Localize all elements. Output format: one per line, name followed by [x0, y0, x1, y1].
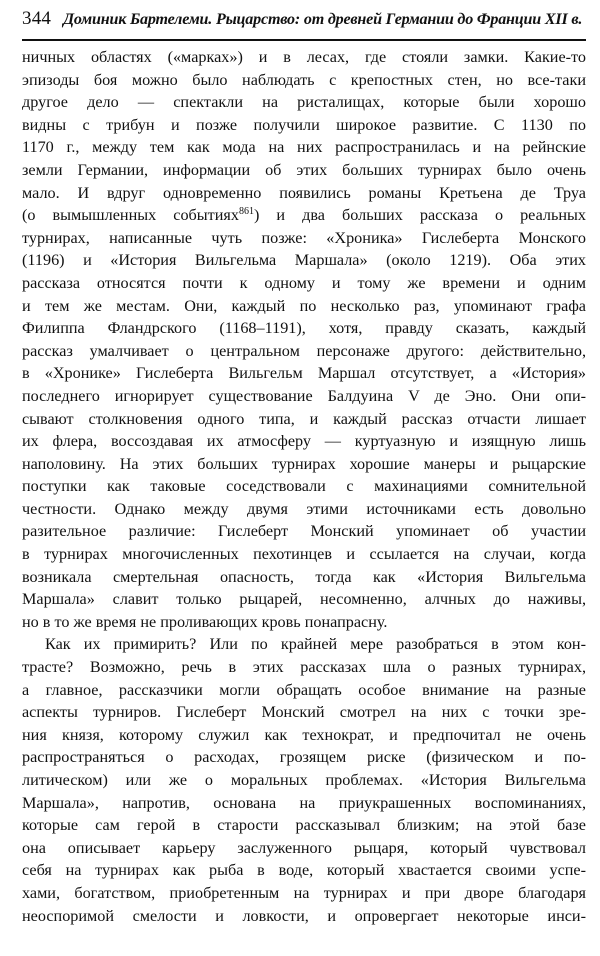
- text-line: рассказа относятся почти к одному и тому же времени и одним: [22, 273, 586, 292]
- paragraph-1: [22, 46, 586, 633]
- text-line: литическом) или же о моральных проблемах. «История Вильгельма: [22, 771, 586, 789]
- text-line: Как их примирить? Или по крайней мере разобраться в этом кон-: [45, 635, 586, 654]
- text-line: и тем же местам. Они, каждый по несколько раз, упоминают графа: [22, 296, 586, 315]
- paragraph-2: [22, 633, 586, 927]
- text-line: распространяться о расходах, грозящем риске (физическом и по-: [22, 748, 586, 767]
- text-segment: (о вымышленных событиях: [22, 206, 239, 225]
- text-line: их флера, воссоздавая их атмосферу — куртуазную и изящную лишь: [22, 432, 586, 451]
- text-line: но в то же время не проливающих кровь понапрасну.: [22, 612, 388, 631]
- text-line: в «Хронике» Гислеберта Вильгельм Маршал отсутствует, а «История»: [22, 364, 586, 383]
- header-rule: [22, 39, 586, 41]
- text-line: Маршала», напротив, основана на приукрашенных воспоминаниях,: [22, 793, 586, 812]
- text-line: в турнирах многочисленных пехотинцев и ссылается на случаи, когда: [22, 545, 586, 564]
- text-line: (1196) и «История Вильгельма Маршала» (около 1219). Оба этих: [22, 251, 586, 270]
- text-line-with-footnote: [22, 204, 586, 227]
- text-line: разительное различие: Гислеберт Монский упоминает об участии: [22, 522, 586, 541]
- text-line: сывают столкновения одного типа, и каждый рассказ отчасти лишает: [22, 409, 586, 428]
- text-line: 1170 г., между тем как мода на них распространилась и на рейнские: [22, 138, 586, 157]
- running-title: Доминик Бартелеми. Рыцарство: от древней Германии до Франции XII в.: [63, 11, 583, 28]
- text-segment: ) и два больших рассказа о реальных: [253, 206, 586, 225]
- text-line: эпизоды боя можно было наблюдать с крепостных стен, но все-таки: [22, 70, 586, 89]
- text-line: ничных областях («марках») и в лесах, где стояли замки. Какие-то: [22, 48, 586, 66]
- text-line: видны с трибун и позже получили широкое развитие. С 1130 по: [22, 115, 586, 134]
- footnote-reference[interactable]: 861: [238, 206, 254, 218]
- text-line: Филиппа Фландрского (1168–1191), хотя, правду сказать, каждый: [22, 319, 586, 338]
- text-line: хами, богатством, приобретенным на турнирах и при дворе благодаря: [22, 883, 586, 902]
- text-line: мало. И вдруг одновременно появились романы Кретьена де Труа: [22, 183, 586, 202]
- text-line: ния князя, которому служил как технократ, и предпочитал не очень: [22, 725, 586, 744]
- text-line: она описывает карьеру заслуженного рыцаря, который чувствовал: [22, 838, 586, 857]
- text-line: себя на турнирах как рыба в воде, который хвастается своими успе-: [22, 861, 586, 880]
- text-line: наполовину. На этих больших турнирах хорошие манеры и рыцарские: [22, 454, 586, 473]
- text-line: земли Германии, информации об этих больших турнирах было очень: [22, 160, 586, 179]
- body-text: [22, 46, 586, 927]
- text-line: которые сам герой в старости рассказывал близким; на этой базе: [22, 816, 586, 835]
- text-line: Маршала» славит только рыцарей, несомненно, алчных до наживы,: [22, 590, 586, 609]
- running-header: [22, 8, 586, 36]
- text-line: последнего игнорирует существование Балдуина V де Эно. Они опи-: [22, 386, 586, 405]
- text-line: возникала смертельная опасность, тогда как «История Вильгельма: [22, 567, 586, 586]
- text-line: неоспоримой смелости и ловкости, и опровергает некоторые инси-: [22, 906, 586, 925]
- text-line: честности. Однако между двумя этими источниками есть довольно: [22, 499, 586, 518]
- text-line: аспекты турниров. Гислеберт Монский смотрел на них с точки зре-: [22, 703, 586, 722]
- page-number: 344: [22, 8, 52, 29]
- text-line: поступки как таковые соседствовали с махинациями сомнительной: [22, 477, 586, 496]
- text-line: рассказ умалчивает о центральном персонаже другого: действительно,: [22, 341, 586, 360]
- text-line: другое дело — спектакли на ристалищах, которые были хорошо: [22, 93, 586, 112]
- text-line: турнирах, написанные чуть позже: «Хроника» Гислеберта Монского: [22, 228, 586, 247]
- text-line: трасте? Возможно, речь в этих рассказах шла о разных турнирах,: [22, 658, 586, 677]
- text-line: а главное, рассказчики могли обращать особое внимание на разные: [22, 680, 586, 699]
